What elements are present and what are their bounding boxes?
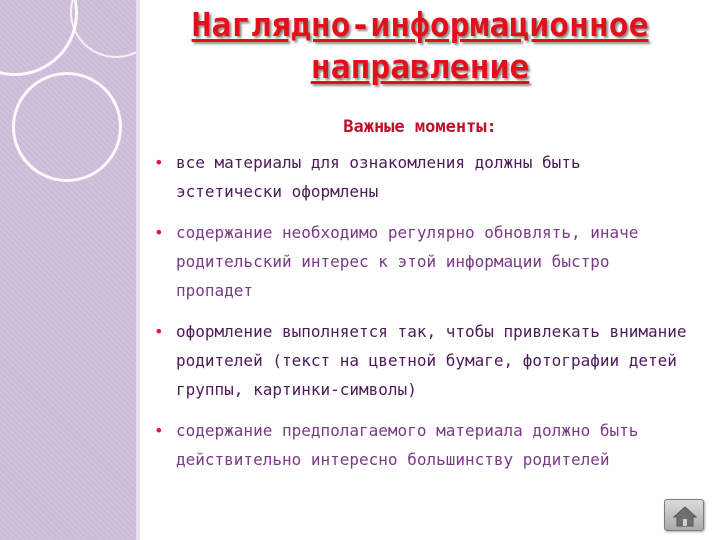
list-item-text: содержание необходимо регулярно обновлять, иначе родительский интерес к этой информации быстро пропадет — [176, 223, 639, 300]
decorative-sidebar — [0, 0, 136, 540]
bullet-dot-icon: • — [154, 421, 164, 440]
decorative-ring — [0, 0, 78, 76]
list-item — [150, 416, 690, 474]
slide-subtitle: Важные моменты: — [343, 117, 497, 137]
slide-title: Наглядно-информационное направление — [191, 5, 649, 86]
bullet-list — [150, 148, 690, 486]
list-item — [150, 317, 690, 404]
bullet-dot-icon: • — [154, 223, 164, 242]
list-item-text: все материалы для ознакомления должны быть эстетически оформлены — [176, 153, 581, 201]
decorative-ring — [12, 72, 122, 182]
list-item-text: оформление выполняется так, чтобы привлекать внимание родителей (текст на цветной бумаге, фотографии детей группы, картинки-символы) — [176, 322, 687, 399]
decorative-ring — [70, 0, 136, 58]
bullet-dot-icon: • — [154, 153, 164, 172]
list-item-text: содержание предполагаемого материала должно быть действительно интересно большинству родителей — [176, 421, 639, 469]
list-item — [150, 218, 690, 305]
home-button[interactable] — [664, 499, 704, 531]
home-icon — [673, 505, 697, 527]
bullet-dot-icon: • — [154, 322, 164, 341]
list-item — [150, 148, 690, 206]
